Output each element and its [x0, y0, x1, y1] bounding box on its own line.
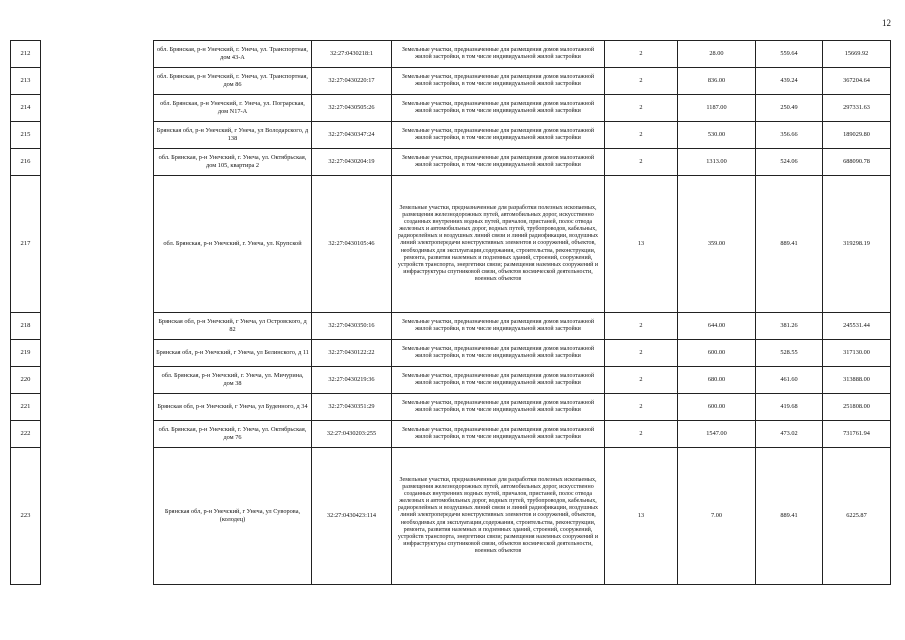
rate-cell: 889.41 — [756, 176, 823, 313]
row-number: 218 — [11, 313, 41, 340]
row-number: 220 — [11, 367, 41, 394]
table-row — [11, 313, 891, 340]
group-cell: 13 — [605, 448, 678, 585]
group-cell: 2 — [605, 394, 678, 421]
cadastral-number-cell: 32:27:0430122:22 — [312, 340, 392, 367]
table-row — [11, 122, 891, 149]
area-cell: 836.00 — [678, 68, 756, 95]
cadastral-number-cell: 32:27:0430219:36 — [312, 367, 392, 394]
row-number: 212 — [11, 41, 41, 68]
cadastral-value-cell: 15669.92 — [823, 41, 891, 68]
land-use-cell: Земельные участки, предназначенные для размещения домов малоэтажной жилой застройки, в том числе индивидуальной жилой застройки — [392, 149, 605, 176]
area-cell: 680.00 — [678, 367, 756, 394]
address-cell: обл. Брянская, р-н Унечский, г. Унеча, ул. Пограрская, дом N17-А — [154, 95, 312, 122]
spacer-cell — [41, 367, 154, 394]
rate-cell: 473.02 — [756, 421, 823, 448]
row-number: 213 — [11, 68, 41, 95]
spacer-cell — [41, 394, 154, 421]
row-number: 216 — [11, 149, 41, 176]
address-cell: Брянская обл, р-н Унечский, г Унеча, ул Буденного, д 34 — [154, 394, 312, 421]
area-cell: 600.00 — [678, 394, 756, 421]
group-cell: 2 — [605, 149, 678, 176]
row-number: 215 — [11, 122, 41, 149]
row-number: 221 — [11, 394, 41, 421]
address-cell: обл. Брянская, р-н Унечский, г. Унеча, ул. Октябрьская, дом 105, квартира 2 — [154, 149, 312, 176]
row-number: 219 — [11, 340, 41, 367]
spacer-cell — [41, 41, 154, 68]
land-use-cell: Земельные участки, предназначенные для размещения домов малоэтажной жилой застройки, в том числе индивидуальной жилой застройки — [392, 122, 605, 149]
table-row — [11, 394, 891, 421]
land-use-cell: Земельные участки, предназначенные для разработки полезных ископаемых, размещения железнодорожных путей, автомобильных дорог, искусственно созданных внутренних водных путей, причалов, пристаней, полос отвода железных и автомобильных дорог, водных путей, трубопроводов, кабельных, радиорелейных и воздушных линий связи и линий радиофикации, воздушных линий электропередачи конструктивных элементов и сооружений, объектов, необходимых для эксплуатации,содержания, строительства, реконструкции, ремонта, развития наземных и подземных зданий, строений, сооружений, устройств транспорта, энергетики связи; размещения наземных сооружений и инфраструктуры спутниковой связи, объектов космической деятельности, военных объектов — [392, 448, 605, 585]
spacer-cell — [41, 313, 154, 340]
land-use-cell: Земельные участки, предназначенные для размещения домов малоэтажной жилой застройки, в том числе индивидуальной жилой застройки — [392, 394, 605, 421]
rate-cell: 381.26 — [756, 313, 823, 340]
area-cell: 1313.00 — [678, 149, 756, 176]
area-cell: 1187.00 — [678, 95, 756, 122]
land-use-cell: Земельные участки, предназначенные для размещения домов малоэтажной жилой застройки, в том числе индивидуальной жилой застройки — [392, 41, 605, 68]
cadastral-value-cell: 245531.44 — [823, 313, 891, 340]
table-row — [11, 340, 891, 367]
spacer-cell — [41, 176, 154, 313]
row-number: 222 — [11, 421, 41, 448]
cadastral-number-cell: 32:27:0430347:24 — [312, 122, 392, 149]
cadastral-value-cell: 319298.19 — [823, 176, 891, 313]
land-use-cell: Земельные участки, предназначенные для размещения домов малоэтажной жилой застройки, в том числе индивидуальной жилой застройки — [392, 313, 605, 340]
rate-cell: 524.06 — [756, 149, 823, 176]
land-use-cell: Земельные участки, предназначенные для размещения домов малоэтажной жилой застройки, в том числе индивидуальной жилой застройки — [392, 68, 605, 95]
land-use-cell: Земельные участки, предназначенные для размещения домов малоэтажной жилой застройки, в том числе индивидуальной жилой застройки — [392, 95, 605, 122]
spacer-cell — [41, 68, 154, 95]
group-cell: 2 — [605, 95, 678, 122]
address-cell: обл. Брянская, р-н Унечский, г. Унеча, ул. Мичурина, дом 38 — [154, 367, 312, 394]
cadastral-number-cell: 32:27:0430105:46 — [312, 176, 392, 313]
table-row — [11, 367, 891, 394]
rate-cell: 528.55 — [756, 340, 823, 367]
table-row — [11, 41, 891, 68]
spacer-cell — [41, 340, 154, 367]
group-cell: 2 — [605, 41, 678, 68]
address-cell: обл. Брянская, р-н Унечский, г. Унеча, ул. Транспортная, дом 86 — [154, 68, 312, 95]
spacer-cell — [41, 122, 154, 149]
cadastral-value-cell: 6225.87 — [823, 448, 891, 585]
cadastral-number-cell: 32:27:0430204:19 — [312, 149, 392, 176]
group-cell: 2 — [605, 367, 678, 394]
cadastral-number-cell: 32:27:0430350:16 — [312, 313, 392, 340]
cadastral-value-cell: 251808.00 — [823, 394, 891, 421]
area-cell: 530.00 — [678, 122, 756, 149]
spacer-cell — [41, 421, 154, 448]
address-cell: Брянская обл, р-н Унечский, г Унеча, ул Суворова, (колодец) — [154, 448, 312, 585]
group-cell: 2 — [605, 340, 678, 367]
rate-cell: 559.64 — [756, 41, 823, 68]
cadastral-number-cell: 32:27:0430220:17 — [312, 68, 392, 95]
land-use-cell: Земельные участки, предназначенные для разработки полезных ископаемых, размещения железнодорожных путей, автомобильных дорог, искусственно созданных внутренних водных путей, причалов, пристаней, полос отвода железных и автомобильных дорог, водных путей, трубопроводов, кабельных, радиорелейных и воздушных линий связи и линий радиофикации, воздушных линий электропередачи конструктивных элементов и сооружений, объектов, необходимых для эксплуатации,содержания, строительства, реконструкции, ремонта, развития наземных и подземных зданий, строений, сооружений, устройств транспорта, энергетики связи; размещения наземных сооружений и инфраструктуры спутниковой связи, объектов космической деятельности, военных объектов — [392, 176, 605, 313]
cadastral-value-cell: 731761.94 — [823, 421, 891, 448]
row-number: 223 — [11, 448, 41, 585]
cadastral-value-cell: 297331.63 — [823, 95, 891, 122]
cadastral-value-cell: 367204.64 — [823, 68, 891, 95]
cadastral-number-cell: 32:27:0430351:29 — [312, 394, 392, 421]
spacer-cell — [41, 95, 154, 122]
area-cell: 359.00 — [678, 176, 756, 313]
row-number: 217 — [11, 176, 41, 313]
area-cell: 28.00 — [678, 41, 756, 68]
group-cell: 2 — [605, 122, 678, 149]
table-row — [11, 149, 891, 176]
rate-cell: 250.49 — [756, 95, 823, 122]
cadastral-value-cell: 317130.00 — [823, 340, 891, 367]
table-row — [11, 95, 891, 122]
address-cell: обл. Брянская, р-н Унечский, г. Унеча, ул. Транспортная, дом 43-А — [154, 41, 312, 68]
rate-cell: 889.41 — [756, 448, 823, 585]
group-cell: 2 — [605, 68, 678, 95]
rate-cell: 419.68 — [756, 394, 823, 421]
spacer-cell — [41, 149, 154, 176]
cadastral-value-cell: 688090.78 — [823, 149, 891, 176]
table-row — [11, 68, 891, 95]
rate-cell: 439.24 — [756, 68, 823, 95]
address-cell: Брянская обл, р-н Унечский, г Унеча, ул Володарского, д 138 — [154, 122, 312, 149]
land-use-cell: Земельные участки, предназначенные для размещения домов малоэтажной жилой застройки, в том числе индивидуальной жилой застройки — [392, 367, 605, 394]
area-cell: 1547.00 — [678, 421, 756, 448]
cadastral-number-cell: 32:27:0430203:255 — [312, 421, 392, 448]
table-row — [11, 448, 891, 585]
table-row — [11, 176, 891, 313]
cadastral-number-cell: 32:27:0430505:26 — [312, 95, 392, 122]
area-cell: 600.00 — [678, 340, 756, 367]
page-number: 12 — [882, 18, 891, 28]
cadastral-number-cell: 32:27:0430423:114 — [312, 448, 392, 585]
cadastral-number-cell: 32:27:0430218:1 — [312, 41, 392, 68]
group-cell: 2 — [605, 313, 678, 340]
group-cell: 13 — [605, 176, 678, 313]
address-cell: обл. Брянская, р-н Унечский, г. Унеча, ул. Октябрьская, дом 76 — [154, 421, 312, 448]
table-row — [11, 421, 891, 448]
group-cell: 2 — [605, 421, 678, 448]
area-cell: 644.00 — [678, 313, 756, 340]
address-cell: Брянская обл, р-н Унечский, г Унеча, ул Белинского, д 11 — [154, 340, 312, 367]
area-cell: 7.00 — [678, 448, 756, 585]
land-registry-table — [10, 40, 891, 585]
row-number: 214 — [11, 95, 41, 122]
address-cell: обл. Брянская, р-н Унечский, г. Унеча, ул. Крупской — [154, 176, 312, 313]
rate-cell: 356.66 — [756, 122, 823, 149]
rate-cell: 461.60 — [756, 367, 823, 394]
address-cell: Брянская обл, р-н Унечский, г Унеча, ул Островского, д 82 — [154, 313, 312, 340]
spacer-cell — [41, 448, 154, 585]
land-use-cell: Земельные участки, предназначенные для размещения домов малоэтажной жилой застройки, в том числе индивидуальной жилой застройки — [392, 340, 605, 367]
cadastral-value-cell: 189029.80 — [823, 122, 891, 149]
land-use-cell: Земельные участки, предназначенные для размещения домов малоэтажной жилой застройки, в том числе индивидуальной жилой застройки — [392, 421, 605, 448]
registry-body — [11, 41, 891, 585]
cadastral-value-cell: 313888.00 — [823, 367, 891, 394]
